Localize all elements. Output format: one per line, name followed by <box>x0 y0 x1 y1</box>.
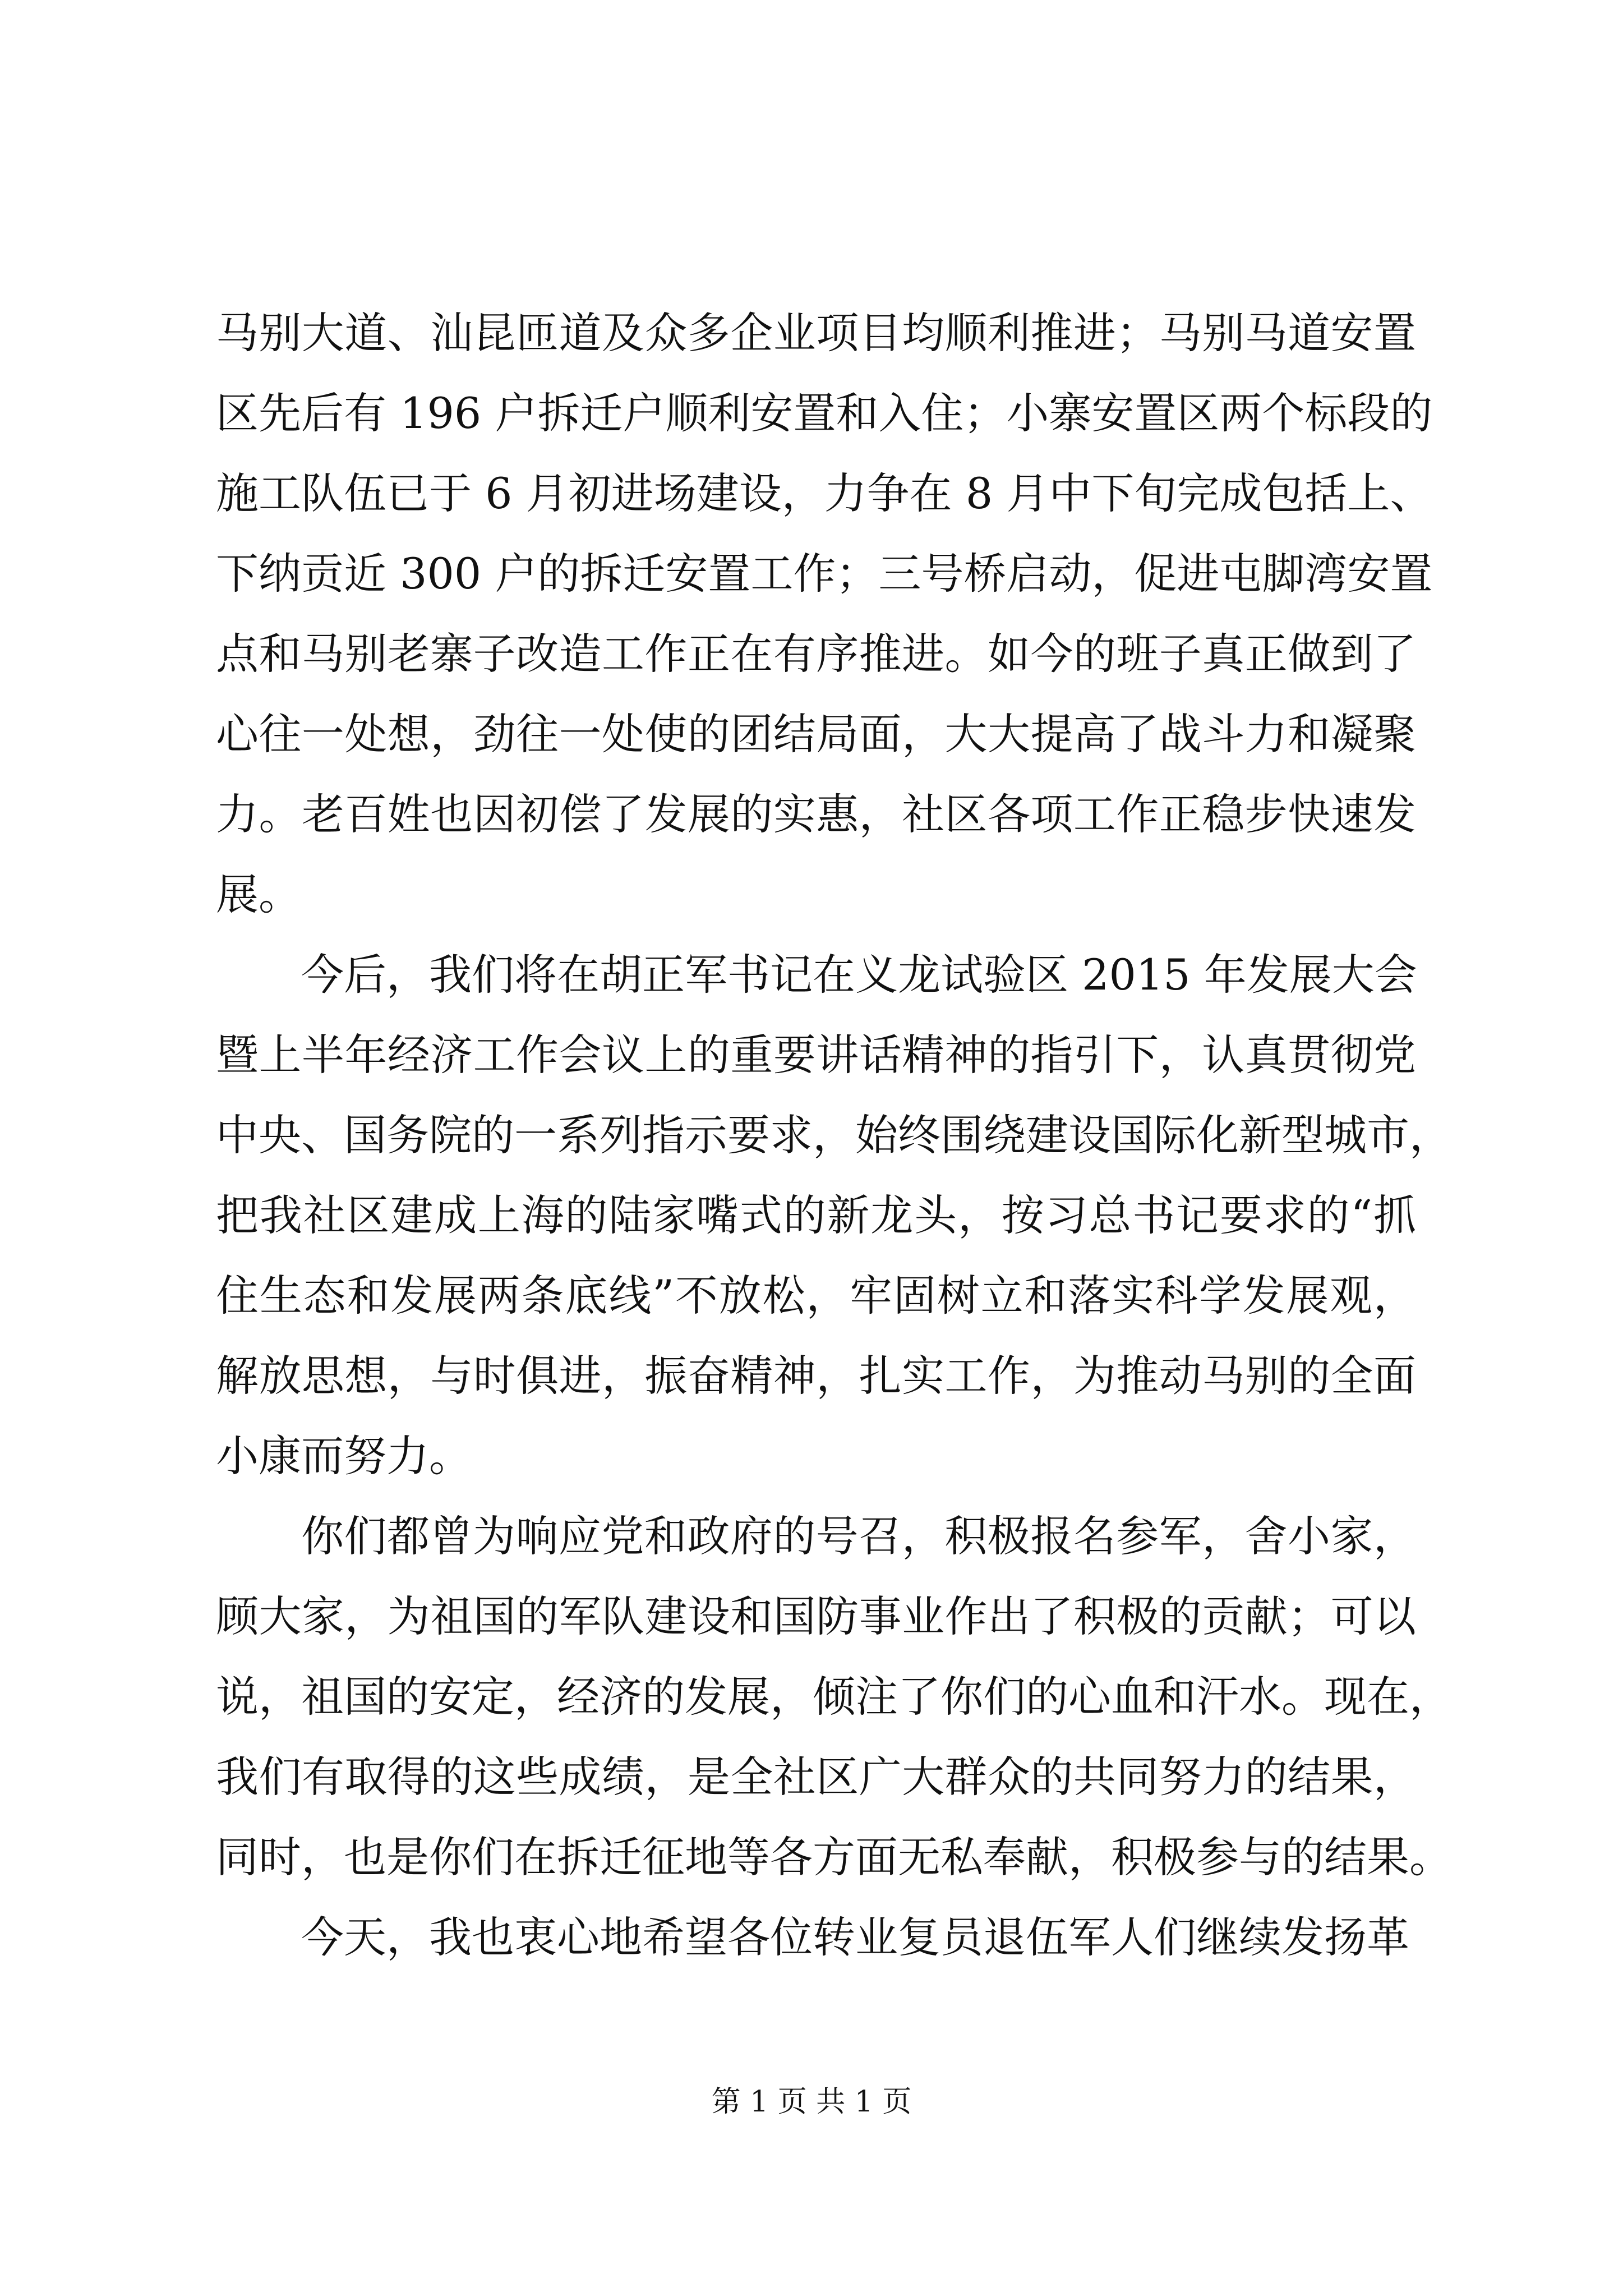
text-line: 小康而努力。 <box>216 1431 472 1481</box>
text-line: 中央、国务院的一系列指示要求，始终围绕建设国际化新型城市， <box>216 1110 1452 1160</box>
text-line: 我们有取得的这些成绩，是全社区广大群众的共同努力的结果， <box>216 1752 1416 1802</box>
text-line: 住生态和发展两条底线”不放松，牢固树立和落实科学发展观， <box>216 1271 1416 1320</box>
text-line: 暨上半年经济工作会议上的重要讲话精神的指引下，认真贯彻党 <box>216 1030 1416 1080</box>
text-line: 点和马别老寨子改造工作正在有序推进。如今的班子真正做到了 <box>216 629 1416 679</box>
text-line: 展。 <box>216 869 301 919</box>
paragraph-first-line: 你们都曾为响应党和政府的号召，积极报名参军，舍小家， <box>301 1511 1416 1561</box>
paragraph-first-line: 今后，我们将在胡正军书记在义龙试验区 2015 年发展大会 <box>301 950 1417 1000</box>
paragraph-first-line: 今天，我也衷心地希望各位转业复员退伍军人们继续发扬革 <box>301 1912 1409 1962</box>
text-line: 顾大家，为祖国的军队建设和国防事业作出了积极的贡献；可以 <box>216 1591 1416 1641</box>
text-line: 把我社区建成上海的陆家嘴式的新龙头，按习总书记要求的“抓 <box>216 1190 1416 1240</box>
text-line: 下纳贡近 300 户的拆迁安置工作；三号桥启动，促进屯脚湾安置 <box>216 549 1433 599</box>
text-line: 区先后有 196 户拆迁户顺利安置和入住；小寨安置区两个标段的 <box>216 388 1433 438</box>
text-line: 马别大道、汕昆匝道及众多企业项目均顺利推进；马别马道安置 <box>216 308 1416 358</box>
text-line: 解放思想，与时俱进，振奋精神，扎实工作，为推动马别的全面 <box>216 1351 1416 1401</box>
text-line: 心往一处想，劲往一处使的团结局面，大大提高了战斗力和凝聚 <box>216 709 1416 759</box>
text-line: 同时，也是你们在拆迁征地等各方面无私奉献，积极参与的结果。 <box>216 1832 1452 1882</box>
body-text <box>216 293 1452 1977</box>
text-line: 说，祖国的安定，经济的发展，倾注了你们的心血和汗水。现在， <box>216 1672 1452 1722</box>
text-line: 施工队伍已于 6 月初进场建设，力争在 8 月中下旬完成包括上、 <box>216 468 1433 518</box>
text-line: 力。老百姓也因初偿了发展的实惠，社区各项工作正稳步快速发 <box>216 789 1416 839</box>
page-footer: 第 1 页 共 1 页 <box>711 2085 912 2119</box>
